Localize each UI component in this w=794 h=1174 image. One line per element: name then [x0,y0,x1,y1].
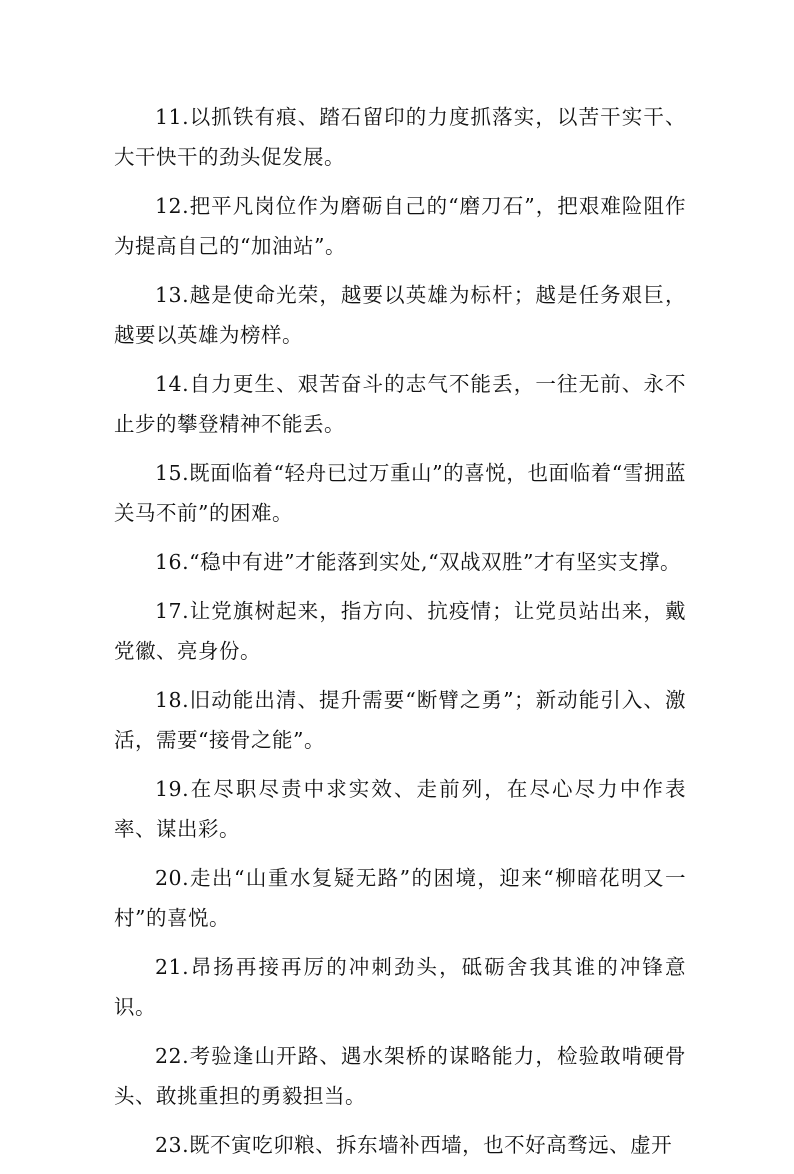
paragraph-14: 14.自力更生、艰苦奋斗的志气不能丢，一往无前、永不止步的攀登精神不能丢。 [114,372,686,436]
document-body [114,97,686,1174]
paragraph-15: 15.既面临着“轻舟已过万重山”的喜悦，也面临着“雪拥蓝关马不前”的困难。 [114,461,686,525]
paragraph-13: 13.越是使命光荣，越要以英雄为标杆；越是任务艰巨，越要以英雄为榜样。 [114,283,686,347]
paragraph-12: 12.把平凡岗位作为磨砺自己的“磨刀石”，把艰难险阻作为提高自己的“加油站”。 [114,194,686,258]
paragraph-18: 18.旧动能出清、提升需要“断臂之勇”；新动能引入、激活，需要“接骨之能”。 [114,688,686,752]
paragraph-23: 23.既不寅吃卯粮、拆东墙补西墙，也不好高骛远、虚开 [155,1133,673,1157]
paragraph-19: 19.在尽职尽责中求实效、走前列，在尽心尽力中作表率、谋出彩。 [114,777,686,841]
paragraph-17: 17.让党旗树起来，指方向、抗疫情；让党员站出来，戴党徽、亮身份。 [114,599,686,663]
paragraph-22: 22.考验逢山开路、遇水架桥的谋略能力，检验敢啃硬骨头、敢挑重担的勇毅担当。 [114,1044,686,1108]
paragraph-11: 11.以抓铁有痕、踏石留印的力度抓落实，以苦干实干、大干快干的劲头促发展。 [114,105,686,169]
paragraph-21: 21.昂扬再接再厉的冲刺劲头，砥砺舍我其谁的冲锋意识。 [114,955,686,1019]
paragraph-16: 16.“稳中有进”才能落到实处,“双战双胜”才有坚实支撑。 [155,550,682,574]
paragraph-20: 20.走出“山重水复疑无路”的困境，迎来“柳暗花明又一村”的喜悦。 [114,866,686,930]
